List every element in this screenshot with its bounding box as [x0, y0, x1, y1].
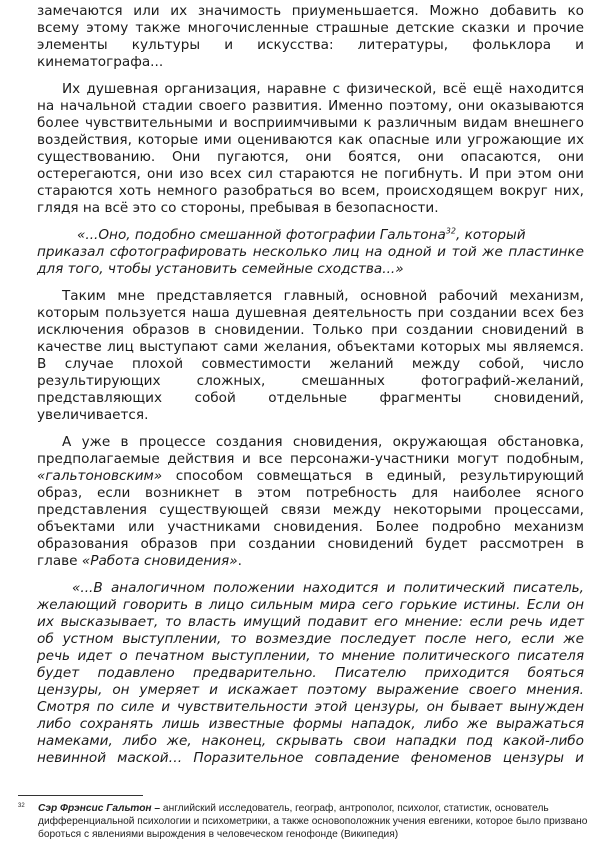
text-line: кинематографа... — [37, 54, 164, 70]
text-line: объектами или участниками сновидения. Более подробно механизм — [37, 519, 584, 535]
text-span: способом совмещаться в единый, результирующий — [162, 468, 584, 484]
quote-galton — [37, 227, 584, 278]
text-line: представляющих собой отдельные фрагменты сновидений, — [37, 390, 584, 406]
quote-text: , который — [455, 227, 526, 243]
document-page — [37, 3, 584, 777]
text-line: стараются хоть немного разобраться во всем, происходящем вокруг них, — [37, 183, 584, 199]
text-line: об устном выступлении, то возмездие последует после него, если же — [37, 631, 584, 647]
text-line: замечаются или их значимость приуменьшается. Можно добавить ко — [37, 3, 584, 19]
text-line: увеличивается. — [37, 407, 149, 423]
text-line: исключения образов в сновидении. Только при создании сновидений в — [37, 322, 584, 338]
text-line: приказал сфотографировать несколько лиц на одной и той же пластинке — [37, 244, 584, 260]
text-line: образования образов при создании сновидений будет рассмотрен в — [37, 536, 584, 552]
chapter-reference: «Работа сновидения» — [81, 553, 238, 569]
text-line — [37, 553, 584, 570]
text-line: либо сохранять лишь известные формы нападок, либо же выражаться — [37, 716, 584, 732]
text-span: . — [237, 553, 242, 569]
text-line: результирующих сложных, смешанных фотографий-желаний, — [37, 373, 584, 389]
text-line: В случае плохой совместимости желаний между собой, число — [37, 356, 584, 372]
text-line: качестве лиц выступают сами желания, объектами которых мы являемся. — [37, 339, 584, 355]
text-line: на начальной стадии своего развития. Именно поэтому, они оказываются — [37, 98, 584, 114]
text-line: А уже в процессе создания сновидения, окружающая обстановка, — [62, 434, 584, 450]
quote-text: «...Оно, подобно смешанной фотографии Гальтона — [77, 227, 446, 243]
text-line: будет подавлено предварительно. Писателю приходится бояться — [37, 665, 584, 681]
footnote-line: дифференциальной психологии и психометрики, а также основоположник учения евгеники, которое было призвано — [38, 816, 588, 827]
footnote-text — [38, 802, 588, 841]
paragraph-1 — [37, 3, 584, 71]
footnote-name: Сэр Фрэнсис Гальтон – — [38, 803, 161, 814]
footnote-line: бороться с явлениями вырождения в человеческом генофонде (Википедия) — [38, 829, 399, 840]
paragraph-2 — [37, 81, 584, 217]
text-line: речь идет о печатном выступлении, то мнение политического писателя — [37, 648, 584, 664]
text-line: воздействия, которые ими оцениваются как опасные или угрожающие их — [37, 132, 584, 148]
paragraph-3 — [37, 288, 584, 424]
text-line: желающий говорить в лицо сильным мира сего горькие истины. Если он — [37, 597, 584, 613]
footnote-ref[interactable]: 32 — [445, 226, 456, 236]
text-line — [37, 468, 584, 485]
text-line: остерегаются, они изо всех сил стараются не погибнуть. И при этом они — [37, 166, 584, 182]
text-line: существованию. Они пугаются, они боятся, они опасаются, они — [37, 149, 584, 165]
text-line: невинной маской… Поразительное совпадение феноменов цензуры и — [37, 750, 584, 766]
text-line: глядя на всё это со стороны, пребывая в безопасности. — [37, 200, 439, 216]
text-line — [37, 227, 584, 244]
text-line: Таким мне представляется главный, основной рабочий механизм, — [62, 288, 584, 304]
text-line: которым пользуется наша душевная деятельность при создании всех без — [37, 305, 584, 321]
text-line: представления существующей связи между некоторыми процессами, — [37, 502, 584, 518]
footnote — [18, 795, 588, 841]
text-span: главе — [37, 553, 82, 569]
footnote-number: 32 — [18, 803, 25, 809]
text-line: «...В аналогичном положении находится и политический писатель, — [72, 580, 584, 596]
quote-censorship — [37, 580, 584, 767]
footnote-line: английский исследователь, географ, антрополог, психолог, статистик, основатель — [160, 803, 549, 814]
text-line: их высказывает, то власть имущий подавит его мнение: если речь идет — [37, 614, 584, 630]
text-line: Смотря по силе и чувствительности этой цензуры, он бывает вынужден — [37, 699, 584, 715]
text-line: намеками, либо же, наконец, скрывать свои нападки под какой-либо — [37, 733, 584, 749]
text-line: образ, если возникнет в этом потребность для наиболее ясного — [37, 485, 584, 501]
footnote-divider — [18, 795, 143, 796]
italic-term: «гальтоновским» — [37, 468, 163, 484]
text-line: предполагаемые действия и все персонажи-участники могут подобным, — [37, 451, 584, 467]
paragraph-4 — [37, 434, 584, 570]
text-line: всему этому также многочисленные страшные детские сказки и прочие — [37, 20, 584, 36]
text-line: цензуры, он умеряет и искажает поэтому выражение своего мнения. — [37, 682, 584, 698]
text-line: Их душевная организация, наравне с физической, всё ещё находится — [62, 81, 584, 97]
text-line: элементы культуры и искусства: литературы, фольклора и — [37, 37, 584, 53]
text-line: более чувствительными и восприимчивыми к различным видам внешнего — [37, 115, 584, 131]
text-line: для того, чтобы установить семейные сходства...» — [37, 261, 404, 277]
